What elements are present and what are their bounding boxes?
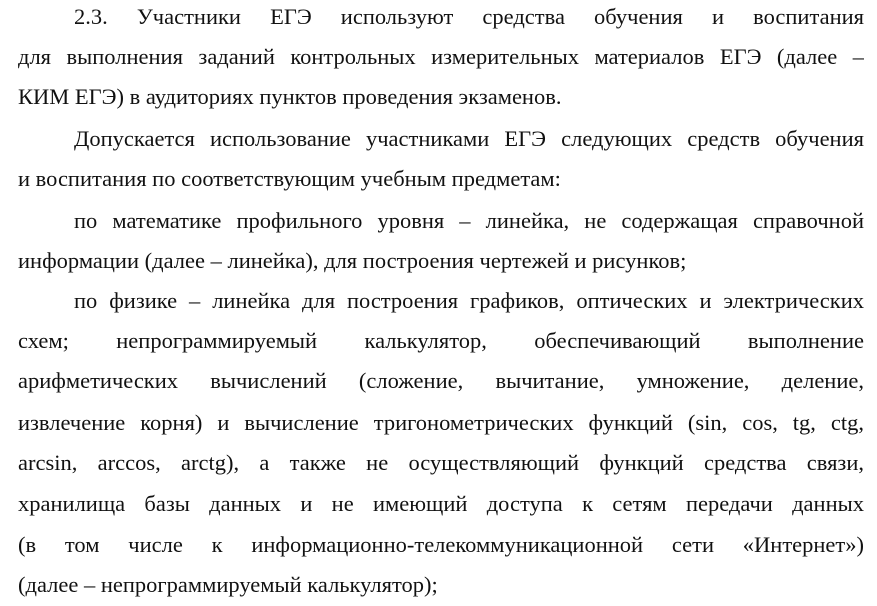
text-line-5: и воспитания по соответствующим учебным предметам: xyxy=(18,166,561,191)
text-line-13: хранилища базы данных и не имеющий доступа к сетям передачи данных xyxy=(18,491,864,516)
text-line-14: (в том числе к информационно-телекоммуникационной сети «Интернет») xyxy=(18,532,864,557)
text-line-4: Допускается использование участниками ЕГЭ следующих средств обучения xyxy=(74,126,864,151)
text-line-1: 2.3. Участники ЕГЭ используют средства обучения и воспитания xyxy=(74,4,864,29)
text-line-15: (далее – непрограммируемый калькулятор); xyxy=(18,572,438,597)
text-line-2: для выполнения заданий контрольных измерительных материалов ЕГЭ (далее – xyxy=(18,44,864,69)
text-line-11: извлечение корня) и вычисление тригонометрических функций (sin, cos, tg, ctg, xyxy=(18,410,864,435)
text-line-7: информации (далее – линейка), для построения чертежей и рисунков; xyxy=(18,248,687,273)
text-line-6: по математике профильного уровня – линейка, не содержащая справочной xyxy=(74,208,864,233)
text-line-3: КИМ ЕГЭ) в аудиториях пунктов проведения экзаменов. xyxy=(18,84,562,109)
text-line-8: по физике – линейка для построения графиков, оптических и электрических xyxy=(74,288,864,313)
text-line-9: схем; непрограммируемый калькулятор, обеспечивающий выполнение xyxy=(18,328,864,353)
text-line-10: арифметических вычислений (сложение, вычитание, умножение, деление, xyxy=(18,368,864,393)
text-line-12: arcsin, arccos, arctg), а также не осуществляющий функций средства связи, xyxy=(18,450,864,475)
